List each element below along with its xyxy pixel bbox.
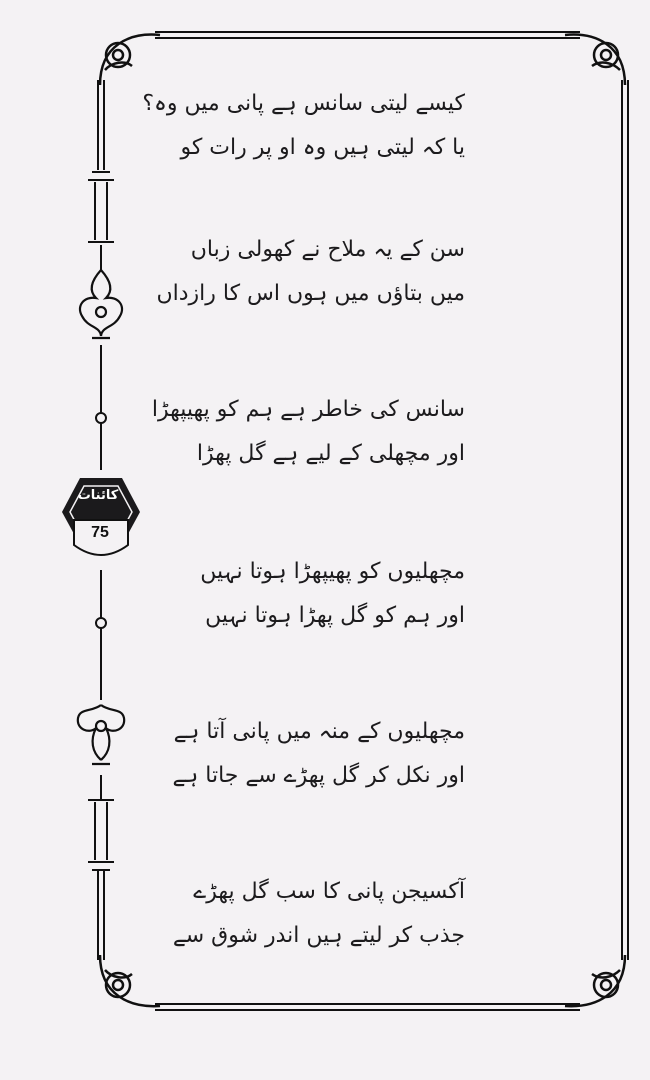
corner-ornament-top-right	[565, 35, 625, 85]
poem-line: آکسیجن پانی کا سب گل پھڑے	[193, 879, 465, 904]
poem-line: جذب کر لیتے ہیں اندر شوق سے	[172, 923, 465, 948]
floral-ornament-upper	[80, 270, 122, 338]
poem-line: مچھلیوں کے منہ میں پانی آتا ہے	[173, 719, 465, 744]
poem-line: میں بتاؤں میں ہوں اس کا رازداں	[156, 281, 465, 306]
poem-line: کیسے لیتی سانس ہے پانی میں وہ؟	[142, 91, 465, 116]
pillar-ornament-upper	[88, 172, 114, 242]
stanza	[150, 388, 465, 476]
poem-line: اور مچھلی کے لیے ہے گل پھڑا	[196, 441, 465, 466]
floral-ornament-lower	[78, 705, 124, 764]
spine-dot-upper	[96, 413, 106, 423]
corner-ornament-top-left	[100, 35, 160, 85]
poem-line: سن کے یہ ملاح نے کھولی زباں	[190, 237, 465, 262]
stanza	[150, 710, 465, 798]
pillar-ornament-lower	[88, 800, 114, 870]
stanza	[150, 870, 465, 958]
poem-line: اور ہم کو گل پھڑا ہوتا نہیں	[205, 603, 465, 628]
poem-line: یا کہ لیتی ہیں وہ او پر رات کو	[180, 135, 465, 160]
poem-line: اور نکل کر گل پھڑے سے جاتا ہے	[172, 763, 465, 788]
poem-line: سانس کی خاطر ہے ہم کو پھیپھڑا	[151, 397, 465, 422]
page-number: 75	[91, 524, 109, 541]
stanza	[142, 82, 465, 170]
stanza	[150, 550, 465, 638]
badge-label: کائنات	[77, 488, 119, 503]
stanza	[150, 228, 465, 316]
corner-ornament-bottom-right	[565, 955, 625, 1006]
poem-line: مچھلیوں کو پھیپھڑا ہوتا نہیں	[200, 559, 465, 584]
spine-dot-lower	[96, 618, 106, 628]
corner-ornament-bottom-left	[100, 955, 160, 1006]
